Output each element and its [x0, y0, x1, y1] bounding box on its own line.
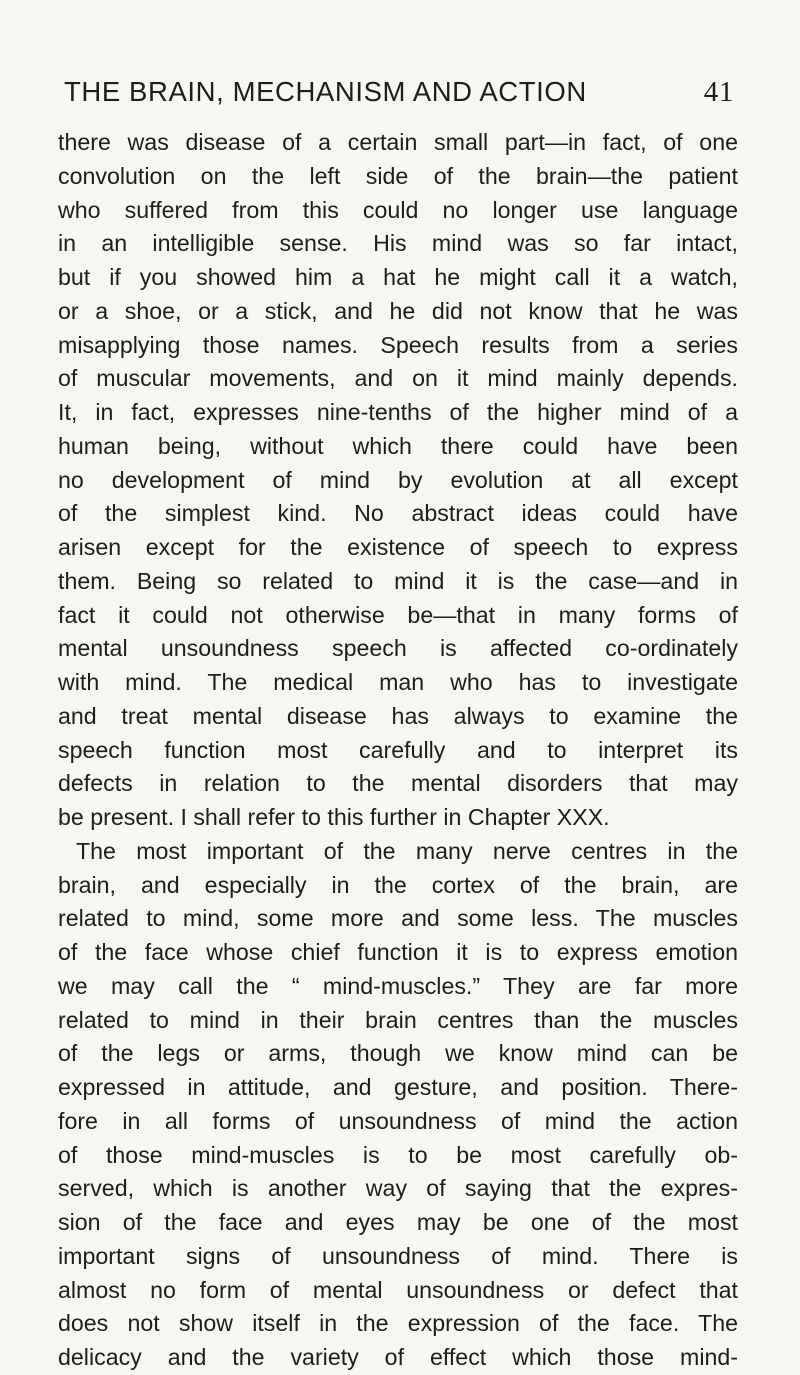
text-line: arisen except for the existence of speech to express: [58, 534, 738, 560]
text-line: related to mind, some more and some less. The muscles: [58, 905, 738, 932]
text-line: human being, without which there could have been: [58, 432, 738, 459]
text-line: fact it could not otherwise be—that in many forms of: [58, 601, 738, 628]
text-line: speech function most carefully and to interpret its: [58, 736, 738, 763]
page-number: 41: [703, 76, 734, 108]
text-line: mental unsoundness speech is affected co-ordinately: [58, 635, 738, 662]
text-line: important signs of unsoundness of mind. There is: [58, 1242, 738, 1269]
text-line: related to mind in their brain centres than the muscles: [58, 1006, 738, 1033]
text-line: who suffered from this could no longer use language: [58, 196, 738, 223]
text-line: no development of mind by evolution at all except: [58, 466, 738, 493]
text-line: convolution on the left side of the brain—the patient: [58, 162, 738, 189]
text-line: of those mind-muscles is to be most carefully ob-: [58, 1141, 738, 1168]
text-line: be present. I shall refer to this further in Chapter XXX.: [58, 804, 610, 830]
text-line: them. Being so related to mind it is the case—and in: [58, 567, 738, 594]
text-line: with mind. The medical man who has to investigate: [58, 669, 738, 695]
text-line: almost no form of mental unsoundness or defect that: [58, 1276, 738, 1303]
text-line: or a shoe, or a stick, and he did not know that he was: [58, 297, 738, 324]
text-line: in an intelligible sense. His mind was so far intact,: [58, 230, 738, 257]
text-line: and treat mental disease has always to examine the: [58, 702, 738, 729]
text-line: It, in fact, expresses nine-tenths of the higher mind of a: [58, 399, 738, 425]
text-line: of the legs or arms, though we know mind can be: [58, 1040, 738, 1067]
text-line: we may call the “ mind-muscles.” They are far more: [58, 972, 738, 999]
text-line: expressed in attitude, and gesture, and position. There-: [58, 1074, 738, 1100]
text-line: there was disease of a certain small part—in fact, of one: [58, 129, 738, 155]
text-line: does not show itself in the expression of the face. The: [58, 1310, 738, 1337]
text-line: The most important of the many nerve centres in the: [76, 837, 738, 864]
text-line: but if you showed him a hat he might call it a watch,: [58, 264, 738, 290]
text-line: of the face whose chief function it is to express emotion: [58, 939, 738, 965]
text-line: of muscular movements, and on it mind mainly depends.: [58, 365, 738, 392]
running-head: [64, 74, 734, 110]
running-title: THE BRAIN, MECHANISM AND ACTION: [64, 76, 587, 107]
text-line: brain, and especially in the cortex of the brain, are: [58, 871, 738, 898]
text-line: delicacy and the variety of effect which those mind-: [58, 1344, 738, 1370]
text-line: served, which is another way of saying that the expres-: [58, 1175, 738, 1202]
text-line: misapplying those names. Speech results from a series: [58, 331, 738, 358]
text-line: sion of the face and eyes may be one of the most: [58, 1209, 738, 1235]
text-line: of the simplest kind. No abstract ideas could have: [58, 500, 738, 527]
text-line: fore in all forms of unsoundness of mind the action: [58, 1107, 738, 1134]
text-line: defects in relation to the mental disorders that may: [58, 770, 738, 797]
body-text: [58, 126, 738, 1375]
